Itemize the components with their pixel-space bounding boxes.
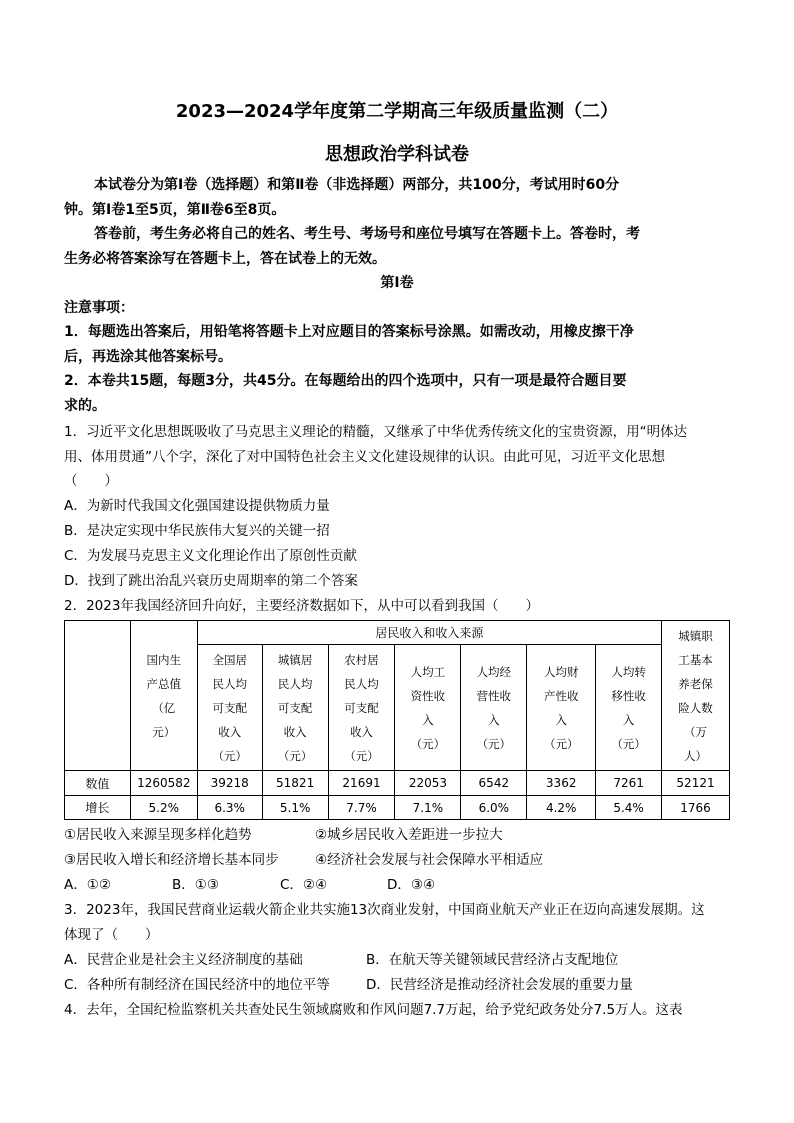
section-label: 第Ⅰ卷 — [380, 275, 414, 291]
question-3-stem: 体现了（ ） — [64, 927, 159, 943]
table-cell: 51821 — [262, 771, 328, 796]
question-2-stem: 2．2023年我国经济回升向好，主要经济数据如下，从中可以看到我国（ ） — [64, 598, 539, 614]
header-income-wage: 人均工 资性收 入 （元） — [395, 645, 461, 771]
question-2-option-c: C．②④ — [280, 877, 328, 893]
question-2-item-3: ③居民收入增长和经济增长基本同步 — [64, 852, 279, 868]
note-line: 后，再选涂其他答案标号。 — [64, 349, 232, 365]
table-row — [65, 796, 730, 820]
question-1-blank: （ ） — [64, 473, 118, 489]
table-cell: 5.2% — [130, 796, 197, 820]
question-3-option-b: B．在航天等关键领域民营经济占支配地位 — [366, 952, 619, 968]
table-cell: 6.3% — [197, 796, 262, 820]
table-cell: 5.1% — [262, 796, 328, 820]
header-gdp: 国内生 产总值 （亿 元） — [130, 621, 197, 771]
question-3-option-a: A．民营企业是社会主义经济制度的基础 — [64, 952, 303, 968]
header-income-group: 居民收入和收入来源 — [197, 621, 661, 645]
table-cell: 7.7% — [328, 796, 395, 820]
header-income-transfer: 人均转 移性收 入 （元） — [596, 645, 662, 771]
exam-subtitle: 思想政治学科试卷 — [325, 144, 469, 165]
note-line: 2．本卷共15题，每题3分，共45分。在每题给出的四个选项中，只有一项是最符合题目要 — [64, 373, 627, 389]
table-cell: 3362 — [527, 771, 596, 796]
table-cell: 21691 — [328, 771, 395, 796]
question-2-option-a: A．①② — [64, 877, 111, 893]
table-cell: 1260582 — [130, 771, 197, 796]
notes-title: 注意事项： — [64, 300, 134, 316]
question-1-option-d: D．找到了跳出治乱兴衰历史周期率的第二个答案 — [64, 573, 358, 589]
header-income-operating: 人均经 营性收 入 （元） — [461, 645, 527, 771]
row-label: 数值 — [65, 771, 131, 796]
table-corner-cell — [65, 621, 131, 771]
question-2-option-d: D．③④ — [387, 877, 436, 893]
intro-line: 钟。第Ⅰ卷1至5页，第Ⅱ卷6至8页。 — [64, 202, 286, 218]
intro-line: 生务必将答案涂写在答题卡上，答在试卷上的无效。 — [64, 251, 386, 267]
question-3-option-d: D．民营经济是推动经济社会发展的重要力量 — [366, 977, 633, 993]
table-cell: 7.1% — [395, 796, 461, 820]
table-row — [65, 771, 730, 796]
question-2-item-4: ④经济社会发展与社会保障水平相适应 — [315, 852, 544, 868]
intro-line: 答卷前，考生务必将自己的姓名、考生号、考场号和座位号填写在答题卡上。答卷时，考 — [94, 226, 640, 242]
header-income-rural: 农村居 民人均 可支配 收入 （元） — [328, 645, 395, 771]
question-1-stem: 用、体用贯通”八个字，深化了对中国特色社会主义文化建设规律的认识。由此可见，习近平文化思想 — [64, 449, 665, 465]
question-2-option-b: B．①③ — [172, 877, 219, 893]
row-label: 增长 — [65, 796, 131, 820]
table-cell: 39218 — [197, 771, 262, 796]
question-2-item-2: ②城乡居民收入差距进一步拉大 — [315, 827, 503, 843]
question-1-stem: 1．习近平文化思想既吸收了马克思主义理论的精髓，又继承了中华优秀传统文化的宝贵资源，用“明体达 — [64, 424, 688, 440]
table-cell: 7261 — [596, 771, 662, 796]
table-cell: 4.2% — [527, 796, 596, 820]
economic-data-table — [64, 620, 730, 820]
question-1-option-c: C．为发展马克思主义文化理论作出了原创性贡献 — [64, 548, 357, 564]
table-cell: 6.0% — [461, 796, 527, 820]
table-cell: 6542 — [461, 771, 527, 796]
question-1-option-b: B．是决定实现中华民族伟大复兴的关键一招 — [64, 523, 330, 539]
question-4-stem: 4．去年，全国纪检监察机关共查处民生领域腐败和作风问题7.7万起，给予党纪政务处分7.5万人。这表 — [64, 1002, 683, 1018]
question-2-item-1: ①居民收入来源呈现多样化趋势 — [64, 827, 252, 843]
question-1-option-a: A．为新时代我国文化强国建设提供物质力量 — [64, 498, 330, 514]
exam-title: 2023—2024学年度第二学期高三年级质量监测（二） — [175, 101, 619, 122]
table-cell: 22053 — [395, 771, 461, 796]
note-line: 求的。 — [64, 398, 106, 414]
note-line: 1．每题选出答案后，用铅笔将答题卡上对应题目的答案标号涂黑。如需改动，用橡皮擦干净 — [64, 324, 634, 340]
header-income-urban: 城镇居 民人均 可支配 收入 （元） — [262, 645, 328, 771]
question-3-option-c: C．各种所有制经济在国民经济中的地位平等 — [64, 977, 330, 993]
header-pension: 城镇职 工基本 养老保 险人数 （万 人） — [662, 621, 730, 771]
table-cell: 52121 — [662, 771, 730, 796]
table-cell: 1766 — [662, 796, 730, 820]
header-income-property: 人均财 产性收 入 （元） — [527, 645, 596, 771]
table-cell: 5.4% — [596, 796, 662, 820]
question-3-stem: 3．2023年，我国民营商业运载火箭企业共实施13次商业发射，中国商业航天产业正在迈向高速发展期。这 — [64, 902, 705, 918]
intro-line: 本试卷分为第Ⅰ卷（选择题）和第Ⅱ卷（非选择题）两部分，共100分，考试用时60分 — [94, 177, 620, 193]
header-income-all: 全国居 民人均 可支配 收入 （元） — [197, 645, 262, 771]
